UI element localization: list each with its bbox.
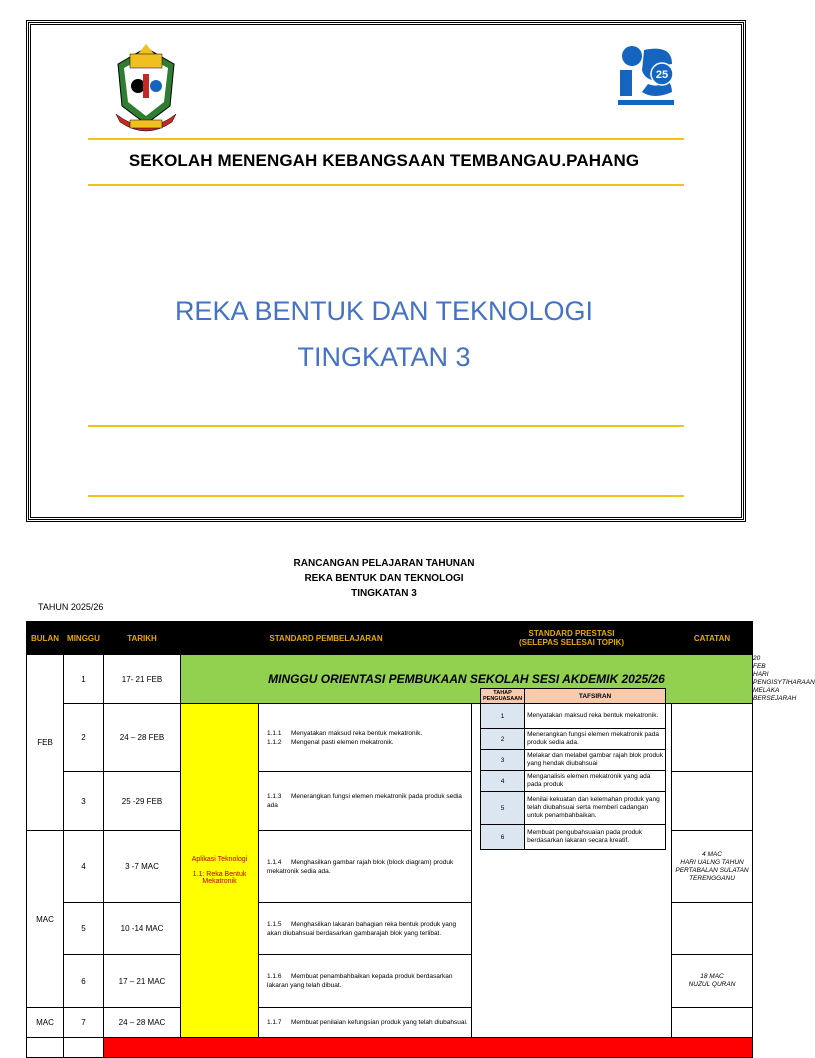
week-cell: 5 (64, 903, 104, 955)
week-cell: 6 (64, 955, 104, 1008)
date-cell: 17- 21 FEB (104, 655, 181, 704)
divider-line (88, 138, 684, 140)
date-cell: 10 -14 MAC (104, 903, 181, 955)
table-row (27, 1038, 753, 1058)
tp-row: 5 Menilai kekuatan dan kelemahan produk yang telah diubahsuai serta memberi cadangan untuk penambahbaikan. (481, 792, 666, 825)
plan-title-3: TINGKATAN 3 (351, 588, 417, 599)
tp-row: 1 Menyatakan maksud reka bentuk mekatronik. (481, 704, 666, 729)
plan-title-1: RANCANGAN PELAJARAN TAHUNAN (293, 558, 475, 569)
tp-row: 4 Menganalisis elemen mekatronik yang ada pada produk (481, 771, 666, 792)
standard-cell: 1.1.4 Menghasilkan gambar rajah blok (block diagram) produk mekatronik sedia ada. (259, 831, 472, 903)
standard-cell: 1.1.3 Menerangkan fungsi elemen mekatronik pada produk sedia ada (259, 772, 472, 831)
standard-cell: 1.1.5 Menghasilkan lakaran bahagian reka bentuk produk yang akan diubahsuai berdasarkan gambarajah blok yang terlibat. (259, 903, 472, 955)
anniversary-25-logo (614, 40, 678, 110)
topic-cell (181, 704, 259, 1038)
header-minggu: MINGGU (64, 622, 104, 655)
note-cell (672, 1008, 753, 1038)
red-banner (104, 1038, 753, 1058)
level-title: TINGKATAN 3 (297, 342, 471, 372)
school-name: SEKOLAH MENENGAH KEBANGSAAN TEMBANGAU.PAHANG (128, 151, 640, 170)
week-cell: 4 (64, 831, 104, 903)
note-cell (672, 704, 753, 772)
topic-title: Aplikasi Teknologi (191, 856, 248, 863)
table-header-row (27, 622, 753, 655)
week-cell: 2 (64, 704, 104, 772)
topic-subtitle: 1.1: Reka Bentuk Mekatronik (192, 871, 247, 885)
tp-row: 3 Melakar dan melabel gambar rajah blok produk yang hendak diubahsuai (481, 750, 666, 771)
subject-title: REKA BENTUK DAN TEKNOLOGI (174, 296, 594, 326)
date-cell: 24 – 28 MAC (104, 1008, 181, 1038)
week-cell: 3 (64, 772, 104, 831)
note-cell: 4 MAC HARI UALNG TAHUN PERTABALAN SULATAN TERENGGANU (672, 831, 753, 903)
date-cell: 25 -29 FEB (104, 772, 181, 831)
note-cell: 18 MAC NUZUL QURAN (672, 955, 753, 1008)
header-standard-pembelajaran: STANDARD PEMBELAJARAN (181, 622, 472, 655)
school-crest-logo (110, 44, 182, 132)
week-cell: 7 (64, 1008, 104, 1038)
plan-title-2: REKA BENTUK DAN TEKNOLOGI (304, 573, 464, 584)
divider-line (88, 495, 684, 497)
table-row: FEB 1 17- 21 FEB MINGGU ORIENTASI PEMBUKAAN SEKOLAH SESI AKDEMIK 2025/26 20 FEB HARI PENGISYTIHARAAN MELAKA BERSEJARAH (27, 655, 753, 704)
week-cell: 1 (64, 655, 104, 704)
note-cell (672, 903, 753, 955)
svg-text:25: 25 (655, 69, 669, 81)
month-cell: FEB (27, 655, 64, 831)
standard-cell: 1.1.1 Menyatakan maksud reka bentuk mekatronik. 1.1.2 Mengenal pasti elemen mekatronik. (259, 704, 472, 772)
divider-line (88, 425, 684, 427)
month-cell: MAC (27, 831, 64, 1008)
tp-row: 2 Menerangkan fungsi elemen mekatronik pada produk sedia ada. (481, 729, 666, 750)
tp-row: 6 Membuat pengubahsuaian pada produk berdasarkan lakaran secara kreatif. (481, 825, 666, 850)
note-cell (672, 772, 753, 831)
header-standard-prestasi: STANDARD PRESTASI (SELEPAS SELESAI TOPIK) (472, 622, 672, 655)
year-label: TAHUN 2025/26 (38, 602, 104, 612)
orientation-banner: MINGGU ORIENTASI PEMBUKAAN SEKOLAH SESI AKDEMIK 2025/26 (181, 655, 753, 704)
date-cell: 3 -7 MAC (104, 831, 181, 903)
tafsiran-header: TAFSIRAN (525, 689, 666, 704)
header-bulan: BULAN (27, 622, 64, 655)
standard-cell: 1.1.6 Membuat penambahbaikan kepada produk berdasarkan lakaran yang telah dibuat. (259, 955, 472, 1008)
header-catatan: CATATAN (672, 622, 753, 655)
month-cell: MAC (27, 1008, 64, 1038)
date-cell: 24 – 28 FEB (104, 704, 181, 772)
date-cell: 17 – 21 MAC (104, 955, 181, 1008)
divider-line (88, 184, 684, 186)
standard-cell: 1.1.7 Membuat penilaian kefungsian produk yang telah diubahsuai. (259, 1008, 472, 1038)
plan-heading (0, 556, 768, 601)
tp-header: TAHAP PENGUASAAN (481, 689, 525, 704)
header-tarikh: TARIKH (104, 622, 181, 655)
prestasi-table (480, 688, 666, 850)
